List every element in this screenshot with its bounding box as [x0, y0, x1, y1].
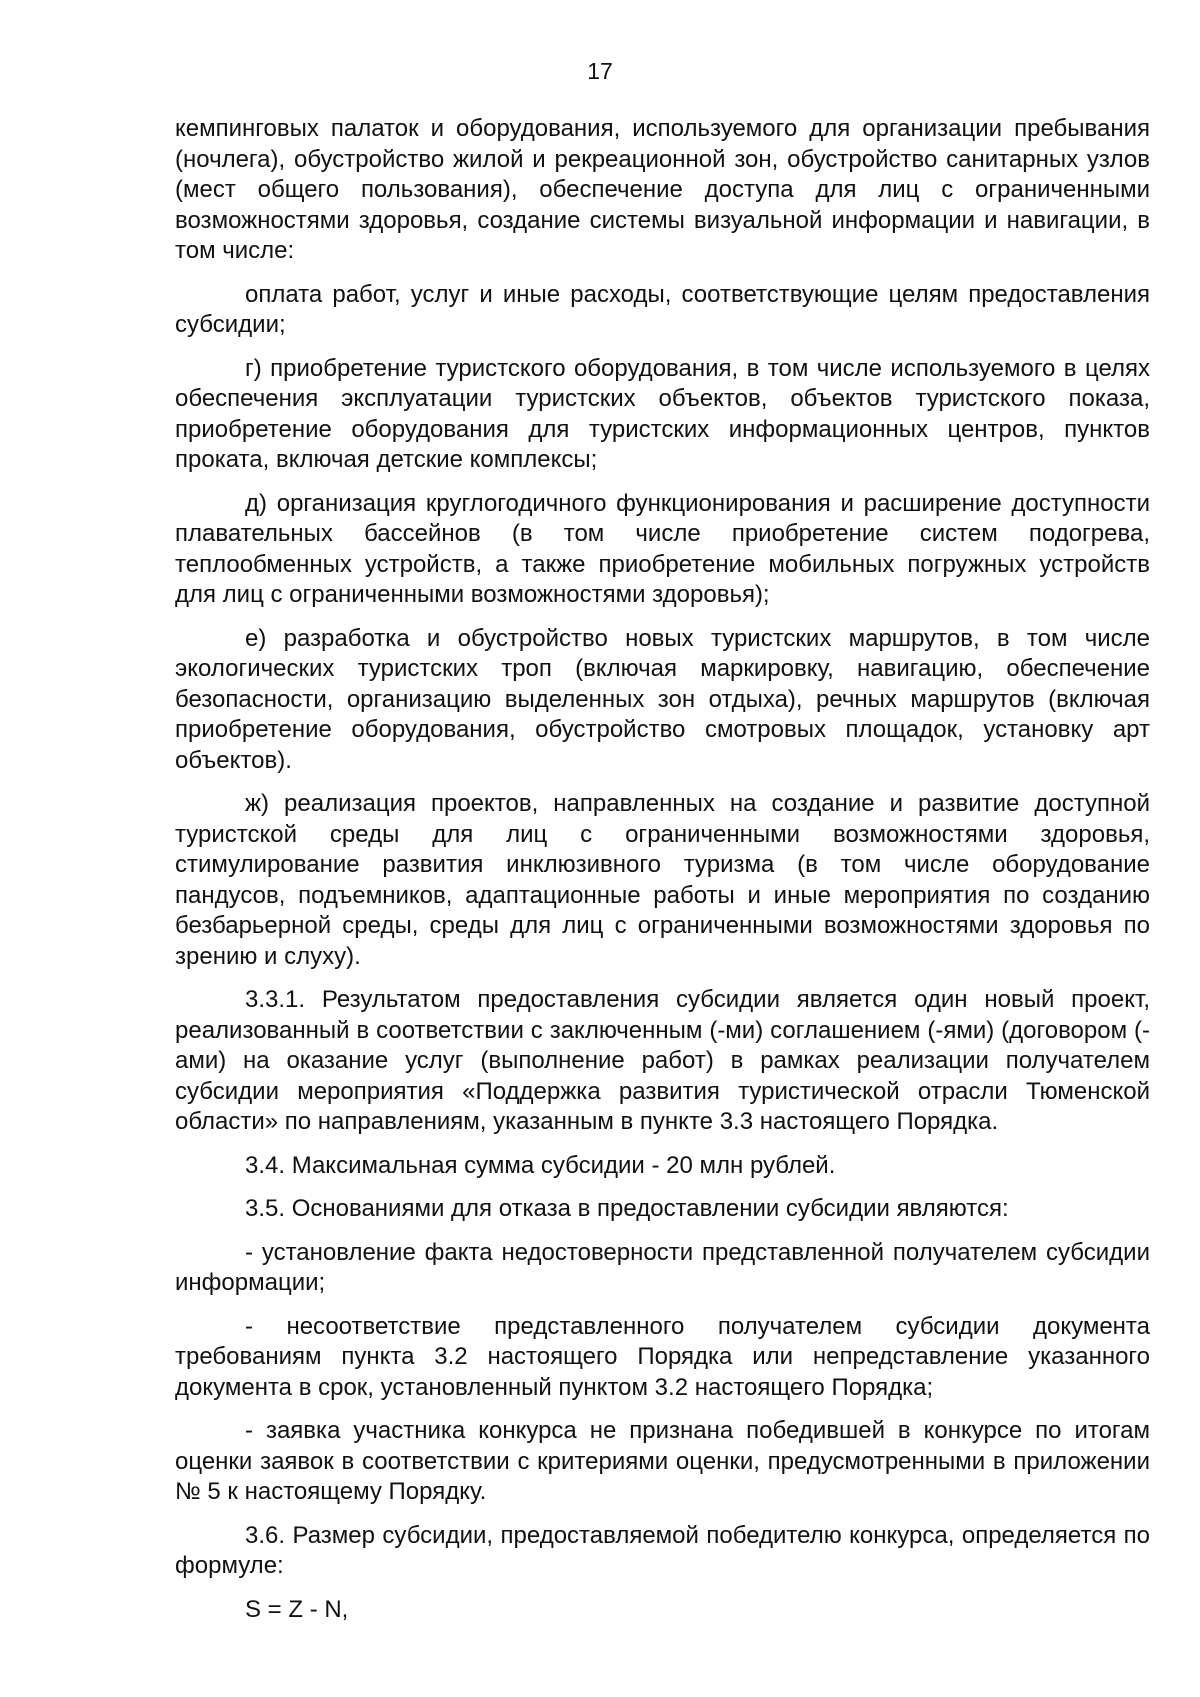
- list-item-refusal-2: - несоответствие представленного получателем субсидии документа требованиям пункта 3.2 настоящего Порядка или непредставление указанного документа в срок, установленный пунктом 3.2 настоящего Порядка;: [175, 1312, 1150, 1401]
- paragraph-continuation: кемпинговых палаток и оборудования, используемого для организации пребывания (ночлега), обустройство жилой и рекреационной зон, обустройство санитарных узлов (мест общего пользования), обеспечение доступа для лиц с ограниченными возможностями здоровья, создание системы визуальной информации и навигации, в том числе:: [175, 115, 1150, 264]
- paragraph-3-6: 3.6. Размер субсидии, предоставляемой победителю конкурса, определяется по формуле:: [175, 1521, 1150, 1579]
- list-item-refusal-1: - установление факта недостоверности представленной получателем субсидии информации;: [175, 1238, 1150, 1296]
- list-item-refusal-3: - заявка участника конкурса не признана победившей в конкурсе по итогам оценки заявок в соответствии с критериями оценки, предусмотренными в приложении № 5 к настоящему Порядку.: [175, 1417, 1150, 1505]
- paragraph-item-e: е) разработка и обустройство новых туристских маршрутов, в том числе экологических туристских троп (включая маркировку, навигацию, обеспечение безопасности, организацию выделенных зон отдыха), речных маршрутов (включая приобретение оборудования, обустройство смотровых площадок, установку арт объектов).: [175, 624, 1150, 774]
- subsidy-formula: S = Z - N,: [245, 1595, 349, 1623]
- paragraph-item-zh: ж) реализация проектов, направленных на создание и развитие доступной туристской среды для лиц с ограниченными возможностями здоровья, стимулирование развития инклюзивного туризма (в том числе оборудование пандусов, подъемников, адаптационные работы и иные мероприятия по созданию безбарьерной среды, среды для лиц с ограниченными возможностями здоровья по зрению и слуху).: [175, 790, 1150, 970]
- paragraph-3-3-1: 3.3.1. Результатом предоставления субсидии является один новый проект, реализованный в соответствии с заключенным (-ми) соглашением (-ями) (договором (-ами) на оказание услуг (выполнение работ) в рамках реализации получателем субсидии мероприятия «Поддержка развития туристической отрасли Тюменской области» по направлениям, указанным в пункте 3.3 настоящего Порядка.: [175, 986, 1150, 1135]
- page-number: 17: [587, 58, 613, 84]
- paragraph-item-g: г) приобретение туристского оборудования, в том числе используемого в целях обеспечения эксплуатации туристских объектов, объектов туристского показа, приобретение оборудования для туристских информационных центров, пунктов проката, включая детские комплексы;: [175, 354, 1150, 473]
- paragraph-3-5: 3.5. Основаниями для отказа в предоставлении субсидии являются:: [245, 1195, 1009, 1222]
- paragraph-3-4: 3.4. Максимальная сумма субсидии - 20 млн рублей.: [245, 1151, 836, 1179]
- document-body: [175, 114, 1150, 1625]
- paragraph-payment: оплата работ, услуг и иные расходы, соответствующие целям предоставления субсидии;: [175, 280, 1150, 338]
- paragraph-item-d: д) организация круглогодичного функционирования и расширение доступности плавательных бассейнов (в том числе приобретение систем подогрева, теплообменных устройств, а также приобретение мобильных погружных устройств для лиц с ограниченными возможностями здоровья);: [175, 489, 1150, 608]
